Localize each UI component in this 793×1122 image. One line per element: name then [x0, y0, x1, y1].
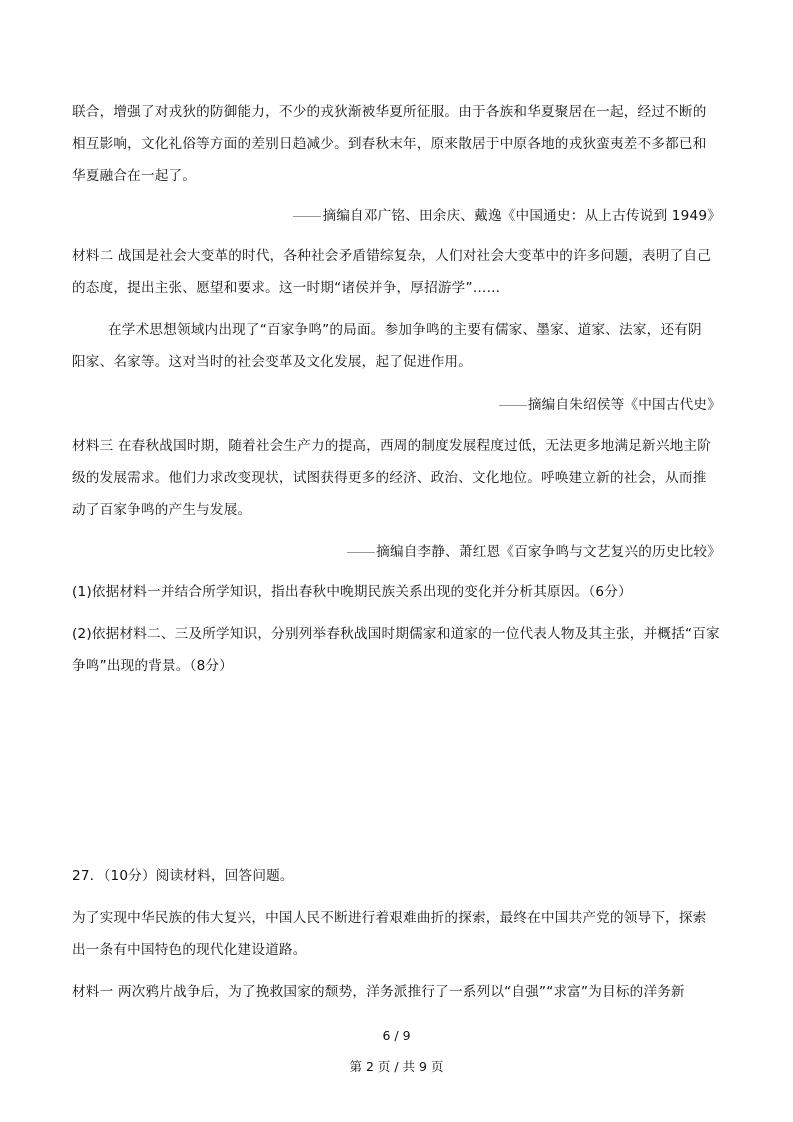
- material-3-line: 材料三 在春秋战国时期，随着社会生产力的提高，西周的制度发展程度过低，无法更多地满足新兴地主阶: [72, 438, 712, 454]
- paragraph-line: 联合，增强了对戎狄的防御能力，不少的戎狄渐被华夏所征服。由于各族和华夏聚居在一起，经过不断的: [72, 104, 707, 120]
- dash-rule: [499, 405, 527, 406]
- question-1: (1)依据材料一并结合所学知识，指出春秋中晚期民族关系出现的变化并分析其原因。（6分）: [72, 584, 632, 600]
- paragraph-line: 相互影响，文化礼俗等方面的差别日趋减少。到春秋末年，原来散居于中原各地的戎狄蛮夷差不多都已和: [72, 136, 707, 152]
- source-text: 摘编自邓广铭、田余庆、戴逸《中国通史：从上古传说到 1949》: [322, 208, 721, 224]
- material-2-line: 的态度，提出主张、愿望和要求。这一时期“诸侯并争，厚招游学”……: [72, 280, 501, 296]
- dash-rule: [293, 216, 321, 217]
- question-27-material-1: 材料一 两次鸦片战争后，为了挽救国家的颓势，洋务派推行了一系列以“自强”“求富”为目标的洋务新: [72, 984, 685, 1000]
- material-2-line: 在学术思想领域内出现了“百家争鸣”的局面。参加争鸣的主要有儒家、墨家、道家、法家，还有阴: [108, 322, 702, 338]
- source-citation-3: [347, 543, 721, 561]
- material-2-line: 阳家、名家等。这对当时的社会变革及文化发展，起了促进作用。: [72, 354, 473, 370]
- source-text: 摘编自李静、萧红恩《百家争鸣与文艺复兴的历史比较》: [376, 544, 721, 560]
- paragraph-line: 华夏融合在一起了。: [72, 168, 197, 184]
- material-3-line: 动了百家争鸣的产生与发展。: [72, 502, 252, 518]
- material-3-line: 级的发展需求。他们力求改变现状，试图获得更多的经济、政治、文化地位。呼唤建立新的社会，从而推: [72, 470, 707, 486]
- dash-rule: [347, 552, 375, 553]
- source-citation-2: [499, 396, 721, 414]
- question-2-line: 争鸣”出现的背景。（8分）: [72, 658, 234, 674]
- source-citation-1: [293, 207, 721, 225]
- material-2-line: 材料二 战国是社会大变革的时代，各种社会矛盾错综复杂，人们对社会大变革中的许多问题，表明了自己: [72, 248, 712, 264]
- question-27-intro-line: 出一条有中国特色的现代化建设道路。: [72, 942, 307, 958]
- page-fraction: 6 / 9: [382, 1028, 411, 1043]
- question-27-title: 27．（10分）阅读材料，回答问题。: [72, 868, 294, 884]
- page-number-label: 第 2 页 / 共 9 页: [349, 1059, 444, 1074]
- source-text: 摘编自朱绍侯等《中国古代史》: [527, 397, 721, 413]
- question-2-line: (2)依据材料二、三及所学知识，分别列举春秋战国时期儒家和道家的一位代表人物及其主张，并概括“百家: [72, 626, 720, 642]
- question-27-intro-line: 为了实现中华民族的伟大复兴，中国人民不断进行着艰难曲折的探索，最终在中国共产党的领导下，探索: [72, 910, 707, 926]
